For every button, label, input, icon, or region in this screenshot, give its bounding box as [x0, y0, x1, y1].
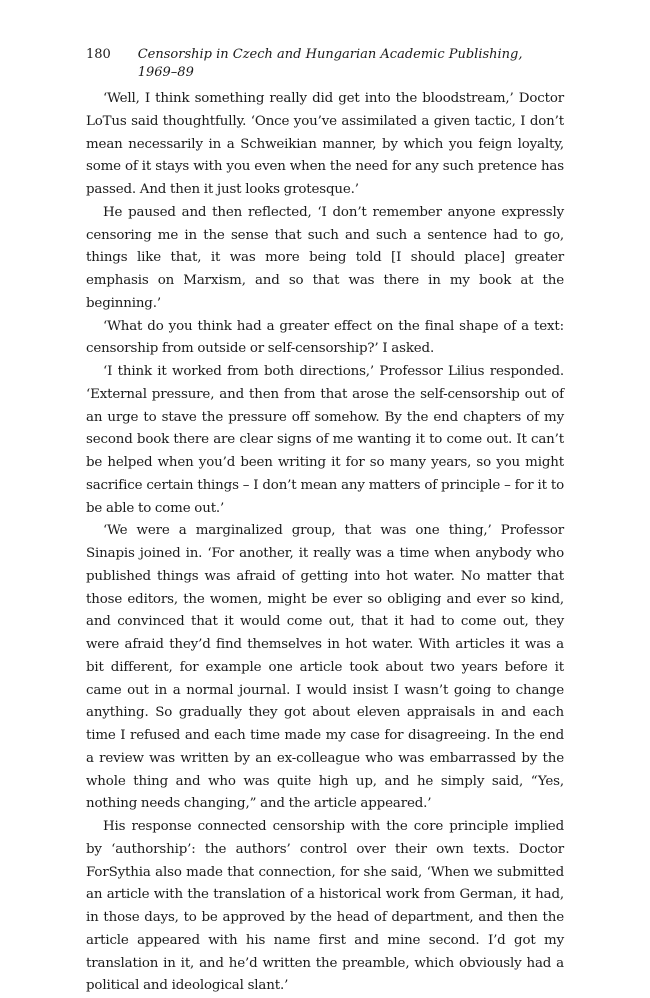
- paragraph: His response connected censorship with the core principle implied by ‘authorship’: the authors’ control over their own texts. Doctor ForSythia also made that connection, for she said, ‘When we submitted an article with the translation of a historical work from German, it had, in those days, to be approved by the head of department, and then the article appeared with his name first and mine second. I’d got my translation in it, and he’d written the preamble, which obviously had a political and ideological slant.’: [86, 819, 564, 994]
- body-text: [86, 88, 564, 998]
- paragraph: He paused and then reflected, ‘I don’t remember anyone expressly censoring me in the sense that such and such a sentence had to go, things like that, it was more being told [I should place] greater emphasis on Marxism, and so that was there in my book at the beginning.’: [86, 204, 564, 311]
- paragraph: ‘Well, I think something really did get into the bloodstream,’ Doctor LoTus said thoughtfully. ‘Once you’ve assimilated a given tactic, I don’t mean necessarily in a Schweikian manner, by which you feign loyalty, some of it stays with you even when the need for any such pretence has passed. And then it just looks grotesque.’: [86, 91, 564, 197]
- running-head: [86, 46, 564, 82]
- page-number: 180: [86, 47, 111, 62]
- paragraph: ‘We were a marginalized group, that was one thing,’ Professor Sinapis joined in. ‘For another, it really was a time when anybody who published things was afraid of getting into hot water. No matter that those editors, the women, might be ever so obliging and ever so kind, and convinced that it would come out, that it had to come out, they were afraid they’d find themselves in hot water. With articles it was a bit different, for example one article took about two years before it came out in a normal journal. I would insist I wasn’t going to change anything. So gradually they got about eleven appraisals in and each time I refused and each time made my case for disagreeing. In the end a review was written by an ex-colleague who was embarrassed by the whole thing and who was quite high up, and he simply said, “Yes, nothing needs changing,” and the article appeared.’: [86, 523, 564, 812]
- paragraph: ‘I think it worked from both directions,’ Professor Lilius responded. ‘External pressure, and then from that arose the self-censorship out of an urge to stave the pressure off somehow. By the end chapters of my second book there are clear signs of me wanting it to come out. It can’t be helped when you’d been writing it for so many years, so you might sacrifice certain things – I don’t mean any matters of principle – for it to be able to come out.’: [86, 364, 564, 516]
- running-title: Censorship in Czech and Hungarian Academic Publishing, 1969–89: [137, 47, 523, 80]
- paragraph: ‘What do you think had a greater effect on the final shape of a text: censorship from outside or self-censorship?’ I asked.: [86, 318, 564, 357]
